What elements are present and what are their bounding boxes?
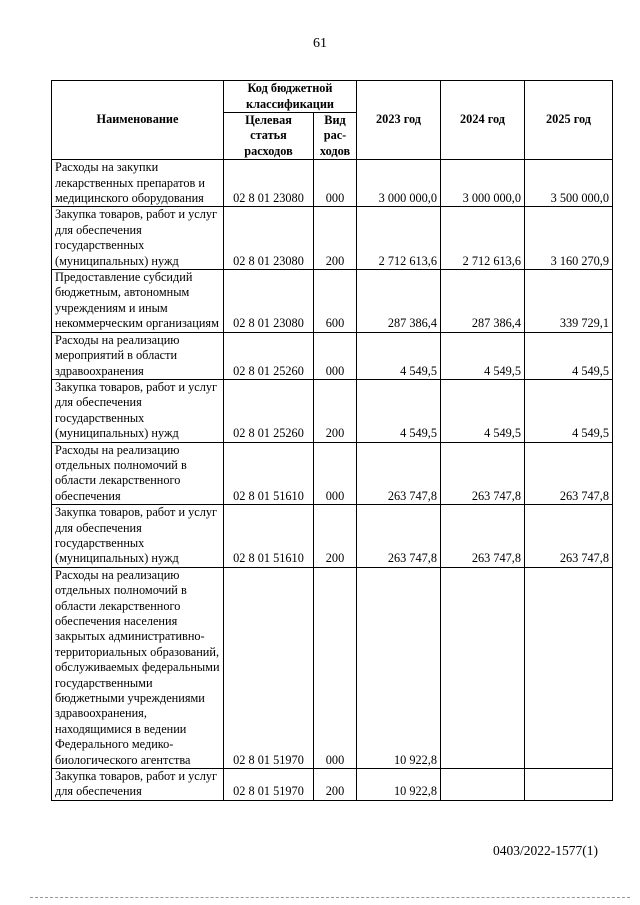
page-bottom-edge	[30, 897, 630, 904]
row-value-2024: 263 747,8	[441, 505, 525, 568]
row-value-2025: 263 747,8	[525, 442, 613, 505]
row-value-2024: 287 386,4	[441, 270, 525, 333]
row-expense-type: 000	[314, 567, 357, 768]
row-expense-type: 000	[314, 442, 357, 505]
header-name: Наименование	[52, 81, 224, 160]
row-target-article: 02 8 01 51970	[224, 567, 314, 768]
row-target-article: 02 8 01 23080	[224, 160, 314, 207]
table-row	[52, 567, 613, 768]
row-target-article: 02 8 01 51610	[224, 442, 314, 505]
row-expense-type: 000	[314, 332, 357, 379]
row-expense-type: 200	[314, 207, 357, 270]
header-expense-type: Вид рас-ходов	[314, 113, 357, 160]
row-value-2025: 263 747,8	[525, 505, 613, 568]
row-value-2023: 287 386,4	[357, 270, 441, 333]
row-value-2023: 4 549,5	[357, 379, 441, 442]
row-value-2025: 339 729,1	[525, 270, 613, 333]
row-value-2023: 3 000 000,0	[357, 160, 441, 207]
row-expense-type: 200	[314, 505, 357, 568]
row-value-2024	[441, 567, 525, 768]
table-row	[52, 379, 613, 442]
table-row	[52, 332, 613, 379]
header-2025: 2025 год	[525, 81, 613, 160]
table-row	[52, 769, 613, 801]
row-value-2024: 4 549,5	[441, 332, 525, 379]
row-value-2023: 10 922,8	[357, 567, 441, 768]
row-name: Закупка товаров, работ и услуг для обеспечения	[52, 769, 224, 801]
header-budget-code: Код бюджетной классификации	[224, 81, 357, 113]
row-target-article: 02 8 01 25260	[224, 332, 314, 379]
row-name: Закупка товаров, работ и услуг для обеспечения государственных (муниципальных) нужд	[52, 379, 224, 442]
row-value-2023: 263 747,8	[357, 442, 441, 505]
row-target-article: 02 8 01 23080	[224, 270, 314, 333]
row-target-article: 02 8 01 25260	[224, 379, 314, 442]
row-value-2023: 263 747,8	[357, 505, 441, 568]
row-name: Расходы на реализацию мероприятий в области здравоохранения	[52, 332, 224, 379]
row-value-2025: 4 549,5	[525, 379, 613, 442]
row-value-2024: 263 747,8	[441, 442, 525, 505]
table-row	[52, 270, 613, 333]
page-number: 61	[313, 36, 327, 51]
row-value-2023: 2 712 613,6	[357, 207, 441, 270]
row-name: Расходы на закупки лекарственных препаратов и медицинского оборудования	[52, 160, 224, 207]
row-value-2025: 3 500 000,0	[525, 160, 613, 207]
row-name: Расходы на реализацию отдельных полномочий в области лекарственного обеспечения	[52, 442, 224, 505]
row-value-2024	[441, 769, 525, 801]
row-name: Закупка товаров, работ и услуг для обеспечения государственных (муниципальных) нужд	[52, 207, 224, 270]
row-value-2025	[525, 567, 613, 768]
budget-table	[51, 80, 613, 801]
header-2024: 2024 год	[441, 81, 525, 160]
row-value-2023: 4 549,5	[357, 332, 441, 379]
table-row	[52, 505, 613, 568]
header-2023: 2023 год	[357, 81, 441, 160]
row-expense-type: 600	[314, 270, 357, 333]
row-target-article: 02 8 01 23080	[224, 207, 314, 270]
row-value-2024: 2 712 613,6	[441, 207, 525, 270]
row-value-2025: 4 549,5	[525, 332, 613, 379]
row-name: Расходы на реализацию отдельных полномочий в области лекарственного обеспечения населения закрытых административно-территориальных образований, обслуживаемых федеральными государственными бюджетными учреждениями здравоохранения, находящимися в ведении Федерального медико-биологического агентства	[52, 567, 224, 768]
row-value-2025	[525, 769, 613, 801]
table-row	[52, 207, 613, 270]
table-row	[52, 442, 613, 505]
row-target-article: 02 8 01 51610	[224, 505, 314, 568]
row-expense-type: 000	[314, 160, 357, 207]
document-code: 0403/2022-1577(1)	[493, 843, 598, 858]
row-name: Предоставление субсидий бюджетным, автономным учреждениям и иным некоммерческим организациям	[52, 270, 224, 333]
row-expense-type: 200	[314, 379, 357, 442]
row-value-2024: 4 549,5	[441, 379, 525, 442]
row-target-article: 02 8 01 51970	[224, 769, 314, 801]
table-row	[52, 160, 613, 207]
row-name: Закупка товаров, работ и услуг для обеспечения государственных (муниципальных) нужд	[52, 505, 224, 568]
row-value-2024: 3 000 000,0	[441, 160, 525, 207]
header-target-article: Целевая статья расходов	[224, 113, 314, 160]
row-expense-type: 200	[314, 769, 357, 801]
row-value-2025: 3 160 270,9	[525, 207, 613, 270]
row-value-2023: 10 922,8	[357, 769, 441, 801]
